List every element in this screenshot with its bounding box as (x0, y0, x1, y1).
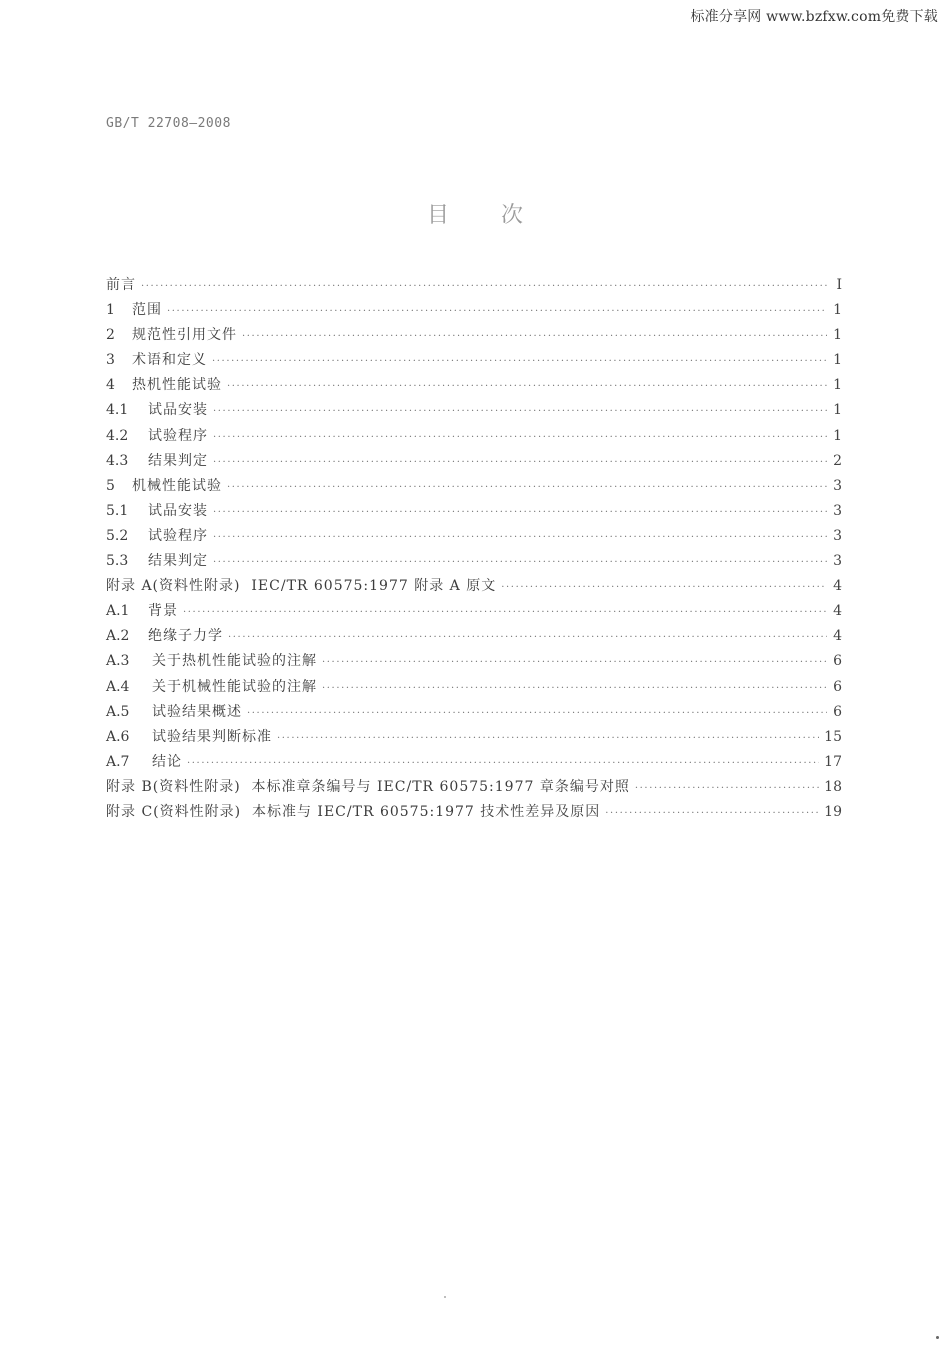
toc-entry-label: 附录 C(资料性附录) 本标准与 IEC/TR 60575:1977 技术性差异及原因 (106, 803, 601, 820)
toc-entry-label: 结论 (152, 753, 182, 770)
toc-entry[interactable] (106, 474, 842, 499)
toc-entry[interactable] (106, 298, 842, 323)
toc-entry-page: 2 (833, 452, 842, 469)
toc-entry-label: 附录 A(资料性附录) IEC/TR 60575:1977 附录 A 原文 (106, 578, 497, 595)
scan-speck (936, 1336, 939, 1339)
toc-entry[interactable] (106, 524, 842, 549)
toc-entry-page: 4 (833, 603, 842, 620)
table-of-contents (106, 273, 842, 825)
toc-entry[interactable] (106, 549, 842, 574)
toc-leader-dots (228, 625, 827, 650)
toc-leader-dots (247, 701, 827, 726)
toc-entry[interactable] (106, 800, 842, 825)
toc-entry-number: 1 (106, 302, 115, 319)
toc-leader-dots (167, 299, 827, 324)
toc-entry-page: 3 (833, 553, 842, 570)
toc-entry[interactable] (106, 574, 842, 599)
toc-entry-number: 5.3 (106, 553, 129, 570)
toc-leader-dots (605, 801, 819, 826)
toc-entry-page: 1 (833, 402, 842, 419)
toc-entry-label: 前言 (106, 277, 136, 293)
toc-entry-page: 1 (833, 377, 842, 394)
toc-entry-number: 5 (106, 477, 115, 494)
standard-code: GB/T 22708—2008 (106, 116, 231, 131)
toc-entry-page: 4 (833, 628, 842, 645)
toc-entry-number: 5.1 (106, 502, 129, 519)
toc-entry[interactable] (106, 373, 842, 398)
toc-entry-label: 绝缘子力学 (148, 628, 223, 645)
toc-entry-label: 附录 B(资料性附录) 本标准章条编号与 IEC/TR 60575:1977 章条编号对照 (106, 778, 630, 795)
toc-entry-label: 试验程序 (148, 427, 208, 444)
toc-leader-dots (141, 274, 827, 299)
toc-entry-label: 试验程序 (148, 527, 208, 544)
toc-entry-label: 术语和定义 (132, 352, 207, 369)
toc-entry[interactable] (106, 449, 842, 474)
toc-leader-dots (212, 349, 827, 374)
toc-leader-dots (183, 600, 827, 625)
toc-entry[interactable] (106, 775, 842, 800)
toc-entry-page: Ⅰ (836, 277, 842, 293)
toc-entry-number: 4 (106, 377, 115, 394)
toc-entry-page: 4 (833, 578, 842, 595)
toc-entry-number: A.6 (106, 728, 130, 745)
toc-entry[interactable] (106, 424, 842, 449)
toc-entry[interactable] (106, 700, 842, 725)
toc-entry-label: 试验结果判断标准 (152, 728, 272, 745)
toc-entry-page: 3 (833, 502, 842, 519)
toc-entry-page: 19 (824, 803, 842, 820)
toc-leader-dots (187, 751, 819, 776)
toc-entry-page: 18 (824, 778, 842, 795)
toc-entry-page: 3 (833, 527, 842, 544)
toc-entry-label: 试验结果概述 (152, 703, 242, 720)
toc-leader-dots (213, 550, 827, 575)
toc-leader-dots (213, 425, 827, 450)
toc-entry-label: 范围 (132, 302, 162, 319)
toc-entry-number: 2 (106, 327, 115, 344)
toc-entry-label: 规范性引用文件 (132, 327, 237, 344)
toc-leader-dots (227, 374, 827, 399)
toc-entry-label: 试品安装 (148, 402, 208, 419)
toc-entry-page: 1 (833, 327, 842, 344)
toc-entry[interactable] (106, 398, 842, 423)
toc-entry-label: 结果判定 (148, 553, 208, 570)
toc-entry-label: 结果判定 (148, 452, 208, 469)
toc-entry[interactable] (106, 750, 842, 775)
toc-entry[interactable] (106, 348, 842, 373)
toc-entry[interactable] (106, 323, 842, 348)
toc-entry[interactable] (106, 624, 842, 649)
watermark-text: 标准分享网 www.bzfxw.com免费下载 (690, 9, 938, 25)
toc-entry-page: 17 (824, 753, 842, 770)
toc-entry-number: A.1 (106, 603, 130, 620)
toc-entry[interactable] (106, 499, 842, 524)
toc-entry[interactable] (106, 273, 842, 298)
toc-leader-dots (213, 450, 827, 475)
toc-entry[interactable] (106, 649, 842, 674)
toc-entry-page: 3 (833, 477, 842, 494)
scan-speck (444, 1296, 446, 1298)
toc-entry-label: 关于机械性能试验的注解 (152, 678, 317, 695)
toc-entry-page: 15 (824, 728, 842, 745)
toc-entry-number: 5.2 (106, 527, 129, 544)
toc-entry-number: 4.1 (106, 402, 129, 419)
toc-entry-label: 热机性能试验 (132, 377, 222, 394)
toc-entry-label: 关于热机性能试验的注解 (152, 653, 317, 670)
toc-leader-dots (213, 525, 827, 550)
toc-entry-page: 1 (833, 352, 842, 369)
toc-entry-number: 4.2 (106, 427, 129, 444)
toc-entry-page: 6 (833, 653, 842, 670)
toc-entry-number: 4.3 (106, 452, 129, 469)
toc-entry-page: 6 (833, 703, 842, 720)
toc-leader-dots (322, 650, 827, 675)
toc-leader-dots (227, 475, 827, 500)
toc-entry-number: A.2 (106, 628, 130, 645)
toc-leader-dots (277, 726, 819, 751)
toc-entry-page: 6 (833, 678, 842, 695)
toc-entry[interactable] (106, 599, 842, 624)
toc-leader-dots (213, 500, 827, 525)
toc-title: 目次 (426, 203, 575, 228)
toc-entry-number: A.7 (106, 753, 130, 770)
toc-entry[interactable] (106, 725, 842, 750)
toc-entry-page: 1 (833, 302, 842, 319)
toc-leader-dots (635, 776, 819, 801)
toc-entry-number: A.5 (106, 703, 130, 720)
toc-entry-label: 试品安装 (148, 502, 208, 519)
toc-leader-dots (242, 324, 827, 349)
toc-entry-number: A.3 (106, 653, 130, 670)
toc-entry-page: 1 (833, 427, 842, 444)
toc-leader-dots (322, 676, 827, 701)
toc-entry-label: 机械性能试验 (132, 477, 222, 494)
toc-leader-dots (501, 575, 827, 600)
toc-entry-number: A.4 (106, 678, 130, 695)
toc-entry[interactable] (106, 675, 842, 700)
toc-entry-label: 背景 (148, 603, 178, 620)
toc-entry-number: 3 (106, 352, 115, 369)
toc-leader-dots (213, 399, 827, 424)
